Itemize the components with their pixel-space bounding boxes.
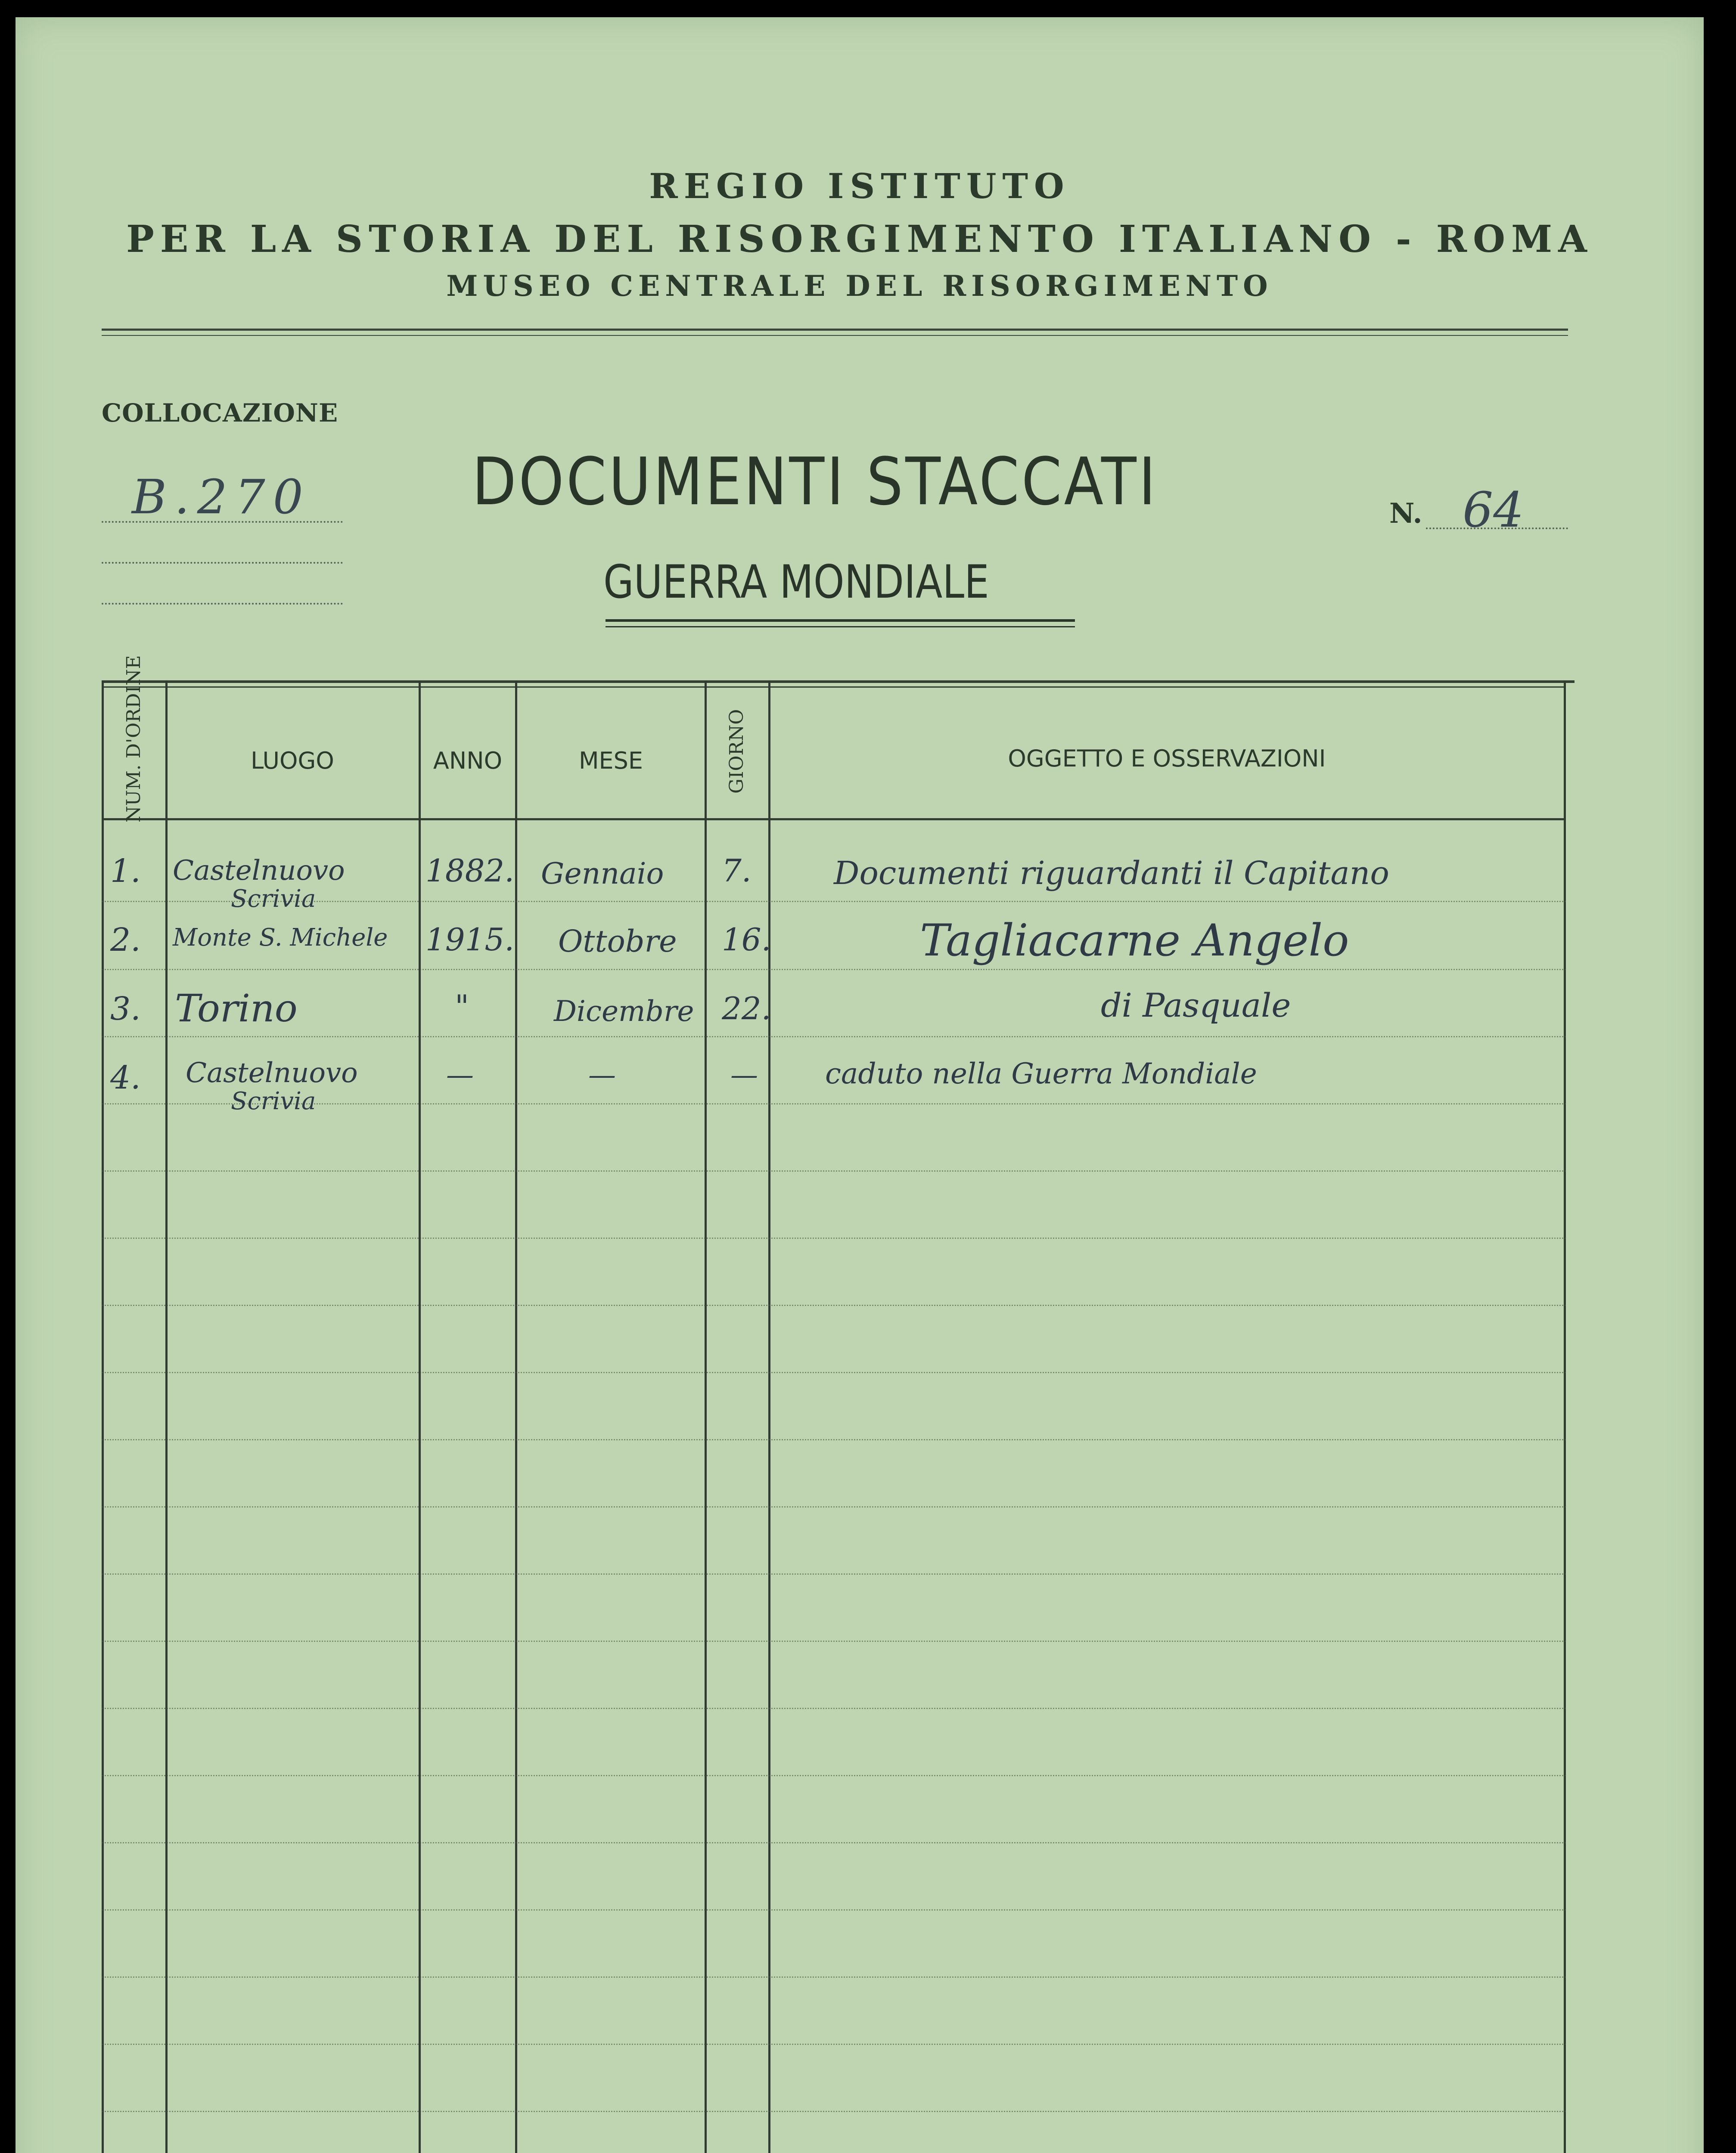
row-1-luogo: Castelnuovo <box>173 855 345 887</box>
row-3-num: 3. <box>110 990 141 1027</box>
collocazione-value: B.270 <box>132 469 311 524</box>
number-dotted-line <box>1426 527 1568 529</box>
row-1-anno: 1882. <box>425 853 515 889</box>
document-title: DOCUMENTI STACCATI <box>472 444 1158 520</box>
row-rule <box>102 1641 1566 1643</box>
register-table <box>102 655 1575 2153</box>
header-rule <box>102 329 1568 331</box>
header-num: NUM. D'ORDINE <box>123 655 145 822</box>
row-rule <box>102 1238 1566 1240</box>
header-rule-thin <box>102 335 1568 336</box>
row-2-mese: Ottobre <box>558 924 677 959</box>
collocazione-dotted-line-2 <box>102 562 343 564</box>
row-1-luogo-line2: Scrivia <box>231 885 316 913</box>
number-label: N. <box>1389 497 1422 530</box>
row-4-num: 4. <box>110 1059 141 1096</box>
header-luogo: LUOGO <box>251 747 334 774</box>
row-rule <box>102 1708 1566 1710</box>
row-3-mese: Dicembre <box>554 995 694 1028</box>
row-3-giorno: 22. <box>722 990 771 1027</box>
row-rule <box>102 1842 1566 1844</box>
collocazione-dotted-line-1 <box>102 521 343 523</box>
row-3-luogo: Torino <box>175 986 298 1030</box>
document-subtitle: GUERRA MONDIALE <box>603 555 989 608</box>
number-value: 64 <box>1463 482 1524 538</box>
subtitle-underline <box>606 619 1075 622</box>
row-rule <box>102 1305 1566 1307</box>
table-header-rule <box>102 818 1566 820</box>
row-2-anno: 1915. <box>425 921 515 958</box>
header-anno: ANNO <box>433 747 503 774</box>
row-rule <box>102 1976 1566 1979</box>
table-top-rule <box>102 680 1575 683</box>
row-rule <box>102 1909 1566 1911</box>
row-3-anno: " <box>455 988 469 1024</box>
row-rule <box>102 2044 1566 2046</box>
row-rule <box>102 901 1566 903</box>
header-mese: MESE <box>578 747 643 774</box>
row-4-mese: — <box>588 1059 616 1091</box>
table-top-rule-thin <box>102 686 1566 688</box>
row-4-giorno: — <box>730 1059 758 1091</box>
row-4-luogo-line2: Scrivia <box>231 1087 316 1115</box>
row-2-num: 2. <box>110 921 141 959</box>
row-1-giorno: 7. <box>722 853 752 889</box>
subtitle-underline-thin <box>606 626 1075 627</box>
header-giorno: GIORNO <box>726 709 748 794</box>
oggetto-line-2: Tagliacarne Angelo <box>920 915 1349 966</box>
collocazione-dotted-line-3 <box>102 603 343 605</box>
row-4-anno: — <box>446 1059 474 1091</box>
row-rule <box>102 1103 1566 1105</box>
header-oggetto: OGGETTO E OSSERVAZIONI <box>1008 745 1326 772</box>
header-line-2: PER LA STORIA DEL RISORGIMENTO ITALIANO - ROMA <box>126 217 1593 261</box>
row-4-luogo: Castelnuovo <box>186 1057 358 1089</box>
row-rule <box>102 1775 1566 1777</box>
oggetto-line-1: Documenti riguardanti il Capitano <box>834 855 1389 892</box>
row-rule <box>102 1170 1566 1173</box>
row-1-num: 1. <box>110 853 141 890</box>
header-line-3: MUSEO CENTRALE DEL RISORGIMENTO <box>446 269 1273 303</box>
row-rule <box>102 1372 1566 1374</box>
row-rule <box>102 2111 1566 2113</box>
oggetto-line-4: caduto nella Guerra Mondiale <box>825 1057 1257 1090</box>
row-rule <box>102 969 1566 971</box>
row-2-giorno: 16. <box>722 921 771 958</box>
row-rule <box>102 1439 1566 1441</box>
row-rule <box>102 1036 1566 1038</box>
collocazione-label: COLLOCAZIONE <box>102 398 339 428</box>
row-rule <box>102 1573 1566 1576</box>
row-1-mese: Gennaio <box>541 857 664 891</box>
row-2-luogo: Monte S. Michele <box>173 924 388 952</box>
row-rule <box>102 1506 1566 1508</box>
oggetto-line-3: di Pasquale <box>1101 986 1291 1024</box>
document-sheet <box>16 17 1704 2153</box>
header-line-1: REGIO ISTITUTO <box>649 166 1070 206</box>
